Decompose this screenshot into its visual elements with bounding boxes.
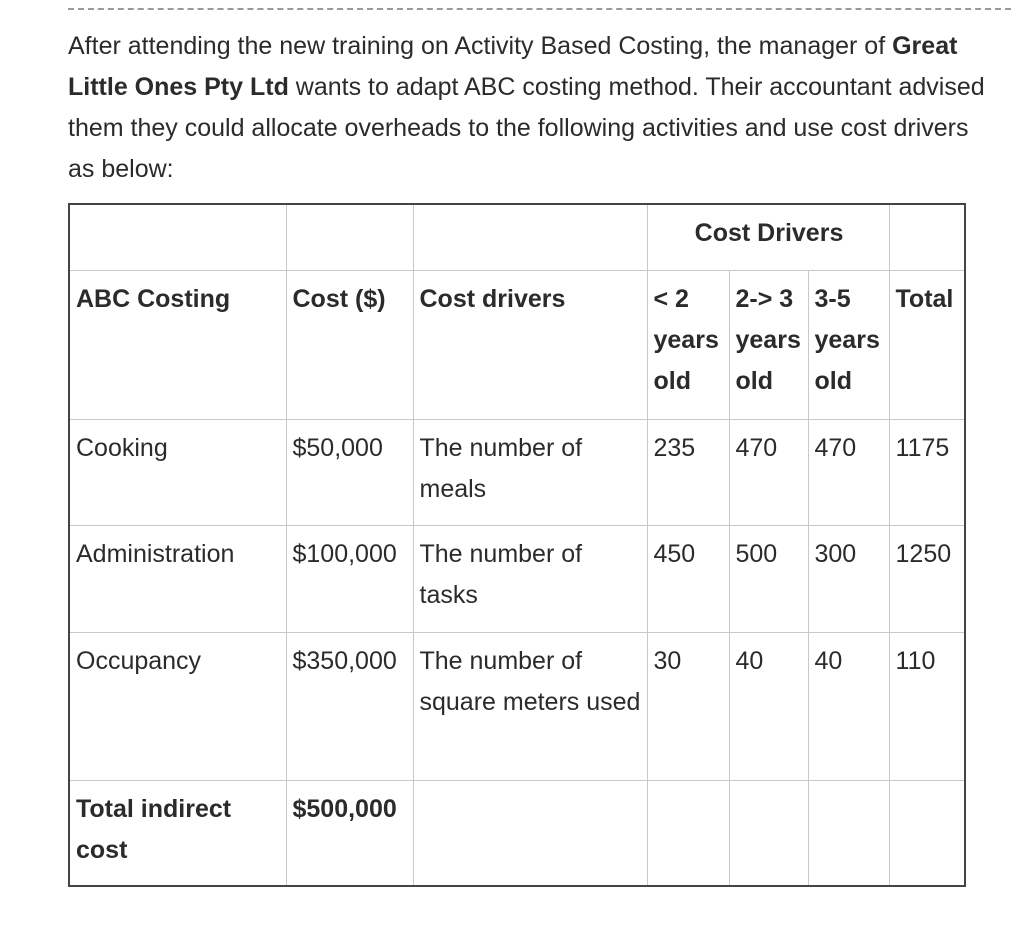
- empty-cell: [413, 780, 647, 886]
- table-header-group-row: [69, 204, 965, 270]
- cost-cell: $100,000: [286, 525, 413, 632]
- header-age-3-5: 3-5 years old: [808, 270, 889, 419]
- table-header-row: [69, 270, 965, 419]
- age-under-2-cell: 30: [647, 632, 729, 780]
- header-abc-costing: ABC Costing: [69, 270, 286, 419]
- cost-cell: $350,000: [286, 632, 413, 780]
- header-age-under-2: < 2 years old: [647, 270, 729, 419]
- header-cost-drivers: Cost drivers: [413, 270, 647, 419]
- top-dashed-divider: [68, 8, 1011, 10]
- age-2-3-cell: 500: [729, 525, 808, 632]
- empty-cell: [69, 204, 286, 270]
- age-3-5-cell: 40: [808, 632, 889, 780]
- table-row: [69, 632, 965, 780]
- activity-cell: Administration: [69, 525, 286, 632]
- table-row: [69, 419, 965, 525]
- empty-cell: [729, 780, 808, 886]
- total-indirect-cost-label: Total indirect cost: [69, 780, 286, 886]
- empty-cell: [413, 204, 647, 270]
- activity-cell: Cooking: [69, 419, 286, 525]
- header-total: Total: [889, 270, 965, 419]
- cost-cell: $50,000: [286, 419, 413, 525]
- cost-drivers-group-header: Cost Drivers: [647, 204, 889, 270]
- header-cost: Cost ($): [286, 270, 413, 419]
- header-age-2-3: 2-> 3 years old: [729, 270, 808, 419]
- driver-cell: The number of meals: [413, 419, 647, 525]
- company-name: Great Little Ones Pty Ltd: [68, 32, 958, 101]
- total-cell: 1175: [889, 419, 965, 525]
- table-total-row: [69, 780, 965, 886]
- total-indirect-cost-value: $500,000: [286, 780, 413, 886]
- driver-cell: The number of square meters used: [413, 632, 647, 780]
- empty-cell: [889, 204, 965, 270]
- activity-cell: Occupancy: [69, 632, 286, 780]
- total-cell: 110: [889, 632, 965, 780]
- empty-cell: [286, 204, 413, 270]
- age-3-5-cell: 300: [808, 525, 889, 632]
- intro-paragraph: [68, 26, 988, 190]
- age-under-2-cell: 235: [647, 419, 729, 525]
- table-row: [69, 525, 965, 632]
- age-3-5-cell: 470: [808, 419, 889, 525]
- age-2-3-cell: 40: [729, 632, 808, 780]
- age-2-3-cell: 470: [729, 419, 808, 525]
- total-cell: 1250: [889, 525, 965, 632]
- abc-costing-table: [68, 203, 966, 887]
- empty-cell: [808, 780, 889, 886]
- driver-cell: The number of tasks: [413, 525, 647, 632]
- intro-text-2: wants to adapt ABC costing method. Their accountant advised them they could allocate overheads to the following activities and use cost drivers as below:: [68, 73, 985, 183]
- empty-cell: [647, 780, 729, 886]
- intro-text-1: After attending the new training on Activity Based Costing, the manager of: [68, 32, 893, 60]
- empty-cell: [889, 780, 965, 886]
- age-under-2-cell: 450: [647, 525, 729, 632]
